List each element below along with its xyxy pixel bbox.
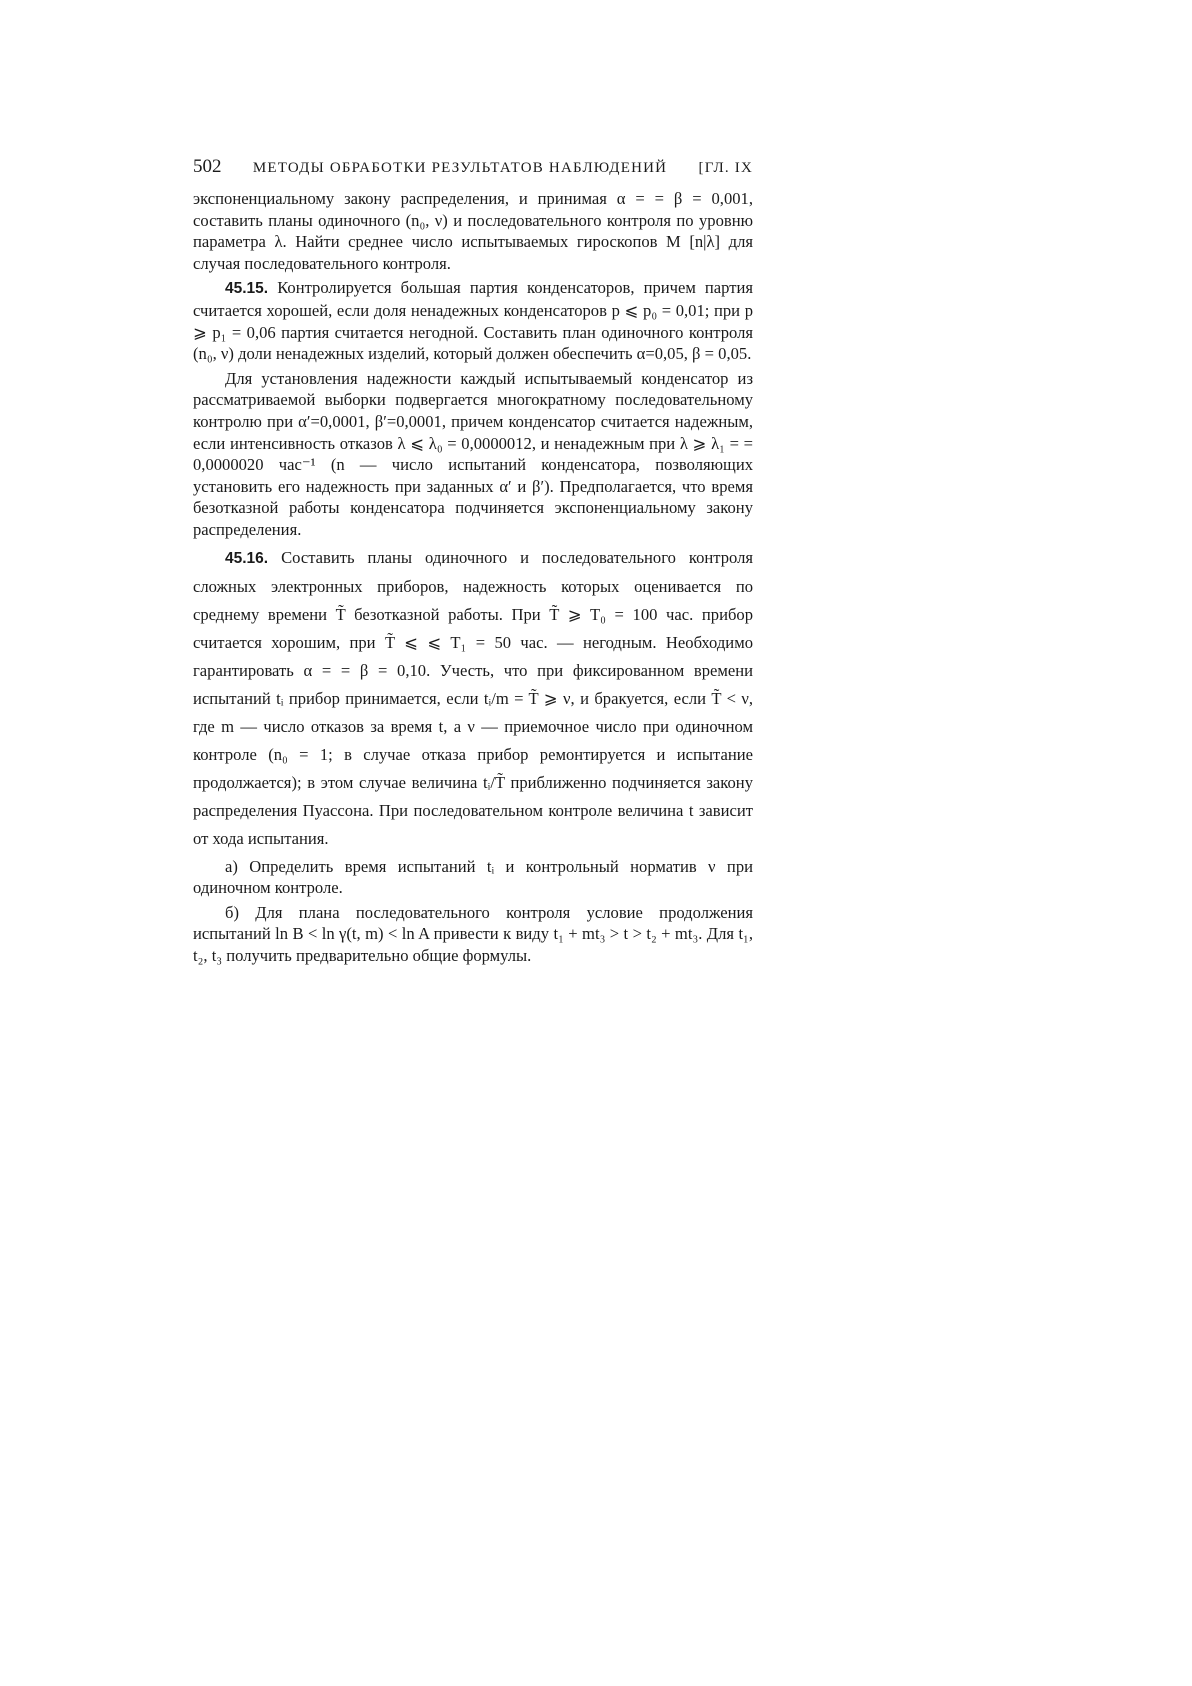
page-number: 502 [193, 156, 222, 177]
subtask-a: а) Определить время испытаний tᵢ и контрольный норматив ν при одиночном контроле. [193, 856, 753, 898]
paragraph-continuation: экспоненциальному закону распределения, и принимая α = = β = 0,001, составить планы одиночного (n₀, ν) и последовательного контроля по уровню параметра λ. Найти среднее число испытываемых гироскопов M [n|λ] для случая последовательного контроля. [193, 189, 753, 273]
page-content [193, 156, 753, 966]
problem-45-16 [193, 544, 753, 853]
running-title: МЕТОДЫ ОБРАБОТКИ РЕЗУЛЬТАТОВ НАБЛЮДЕНИЙ [252, 160, 668, 176]
problem-text: Составить планы одиночного и последовательного контроля сложных электронных приборов, надежность которых оценивается по среднему времени T̃ безотказной работы. При T̃ ⩾ T₀ = 100 час. прибор считается хорошим, при T̃ ⩽ ⩽ T₁ = 50 час. — негодным. Необходимо гарантировать α = = β = 0,10. Учесть, что при фиксированном времени испытаний tᵢ прибор принимается, если tᵢ/m = T̃ ⩾ ν, и бракуется, если T̃ < ν, где m — число отказов за время t, а ν — приемочное число при одиночном контроле (n₀ = 1; в случае отказа прибор ремонтируется и испытание продолжается); в этом случае величина tᵢ/T̃ приближенно подчиняется закону распределения Пуассона. При последовательном контроле величина t зависит от хода испытания. [193, 547, 753, 848]
problem-45-15 [193, 277, 753, 364]
paragraph-reliability: Для установления надежности каждый испытываемый конденсатор из рассматриваемой выборки подвергается многократному последовательному контролю при α′=0,0001, β′=0,0001, причем конденсатор считается надежным, если интенсивность отказов λ ⩽ λ₀ = 0,0000012, и ненадежным при λ ⩾ λ₁ = = 0,0000020 час⁻¹ (n — число испытаний конденсатора, позволяющих установить его надежность при заданных α′ и β′). Предполагается, что время безотказной работы конденсатора подчиняется экспоненциальному закону распределения. [193, 368, 753, 539]
problem-number: 45.16. [225, 549, 269, 567]
problem-number: 45.15. [225, 280, 269, 298]
subtask-b: б) Для плана последовательного контроля условие продолжения испытаний ln B < ln γ(t, m) < ln A привести к виду t₁ + mt₃ > t > t₂ + mt₃. Для t₁, t₂, t₃ получить предварительно общие формулы. [193, 902, 753, 965]
chapter-label: [ГЛ. IX [698, 160, 753, 176]
running-header [193, 156, 753, 178]
problem-text: Контролируется большая партия конденсаторов, причем партия считается хорошей, если доля ненадежных конденсаторов p ⩽ p₀ = 0,01; при p ⩾ p₁ = 0,06 партия считается негодной. Составить план одиночного контроля (n₀, ν) доли ненадежных изделий, который должен обеспечить α=0,05, β = 0,05. [193, 278, 753, 364]
